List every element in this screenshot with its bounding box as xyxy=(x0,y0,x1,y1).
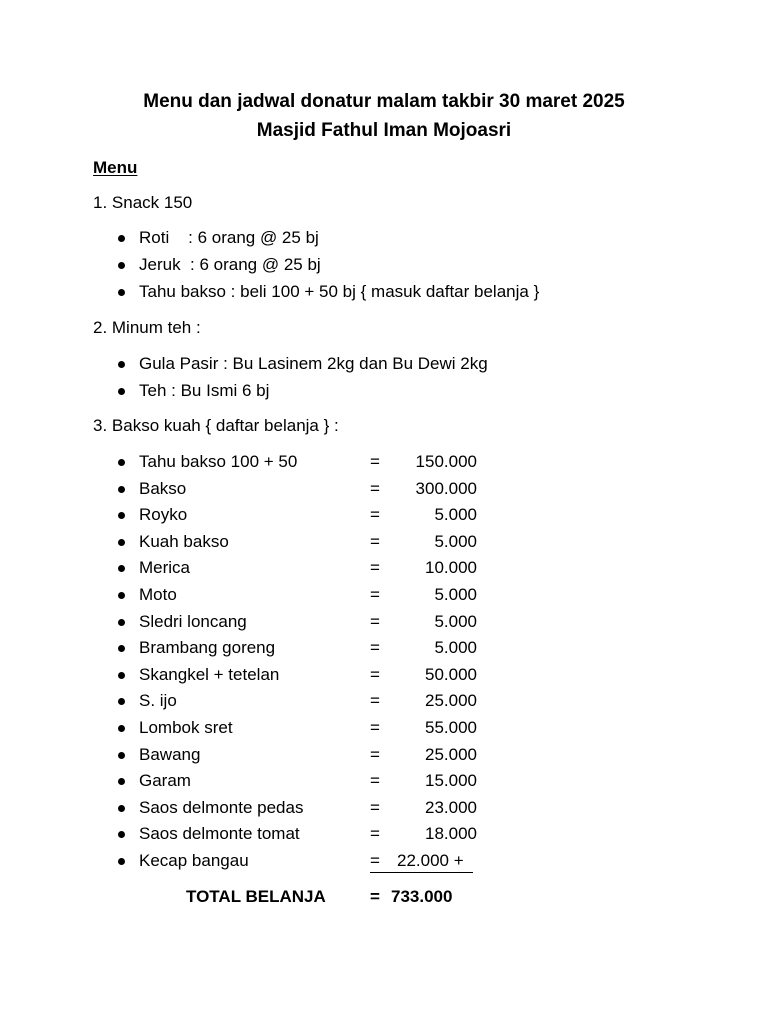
item-name: Royko xyxy=(139,505,188,525)
item-name: Saos delmonte tomat xyxy=(139,824,300,844)
item-amount: 5.000 xyxy=(434,531,477,551)
list-item xyxy=(118,450,738,474)
item-amount: 18.000 xyxy=(425,824,477,844)
item-name: Sledri loncang xyxy=(139,611,247,631)
list-item xyxy=(118,849,738,873)
document-subtitle: Masjid Fathul Iman Mojoasri xyxy=(256,120,512,141)
list-item xyxy=(118,769,738,793)
bullet-icon xyxy=(118,858,125,865)
list-item xyxy=(118,503,738,527)
item-amount: 22.000 + xyxy=(397,851,464,870)
list-item xyxy=(118,716,738,740)
menu-heading: Menu xyxy=(93,158,138,177)
list-item xyxy=(118,689,738,713)
item-amount: 5.000 xyxy=(434,611,477,631)
equals-sign: = xyxy=(370,531,380,551)
total-value: 733.000 xyxy=(391,887,453,906)
bullet-icon xyxy=(118,698,125,705)
equals-sign: = xyxy=(370,771,380,791)
item-amount: 50.000 xyxy=(425,664,477,684)
item-amount: 150.000 xyxy=(415,452,477,471)
item-name: Tahu bakso 100 + 50 xyxy=(139,452,298,471)
list-item xyxy=(118,743,738,767)
document-title: Menu dan jadwal donatur malam takbir 30 maret 2025 xyxy=(143,91,625,112)
bullet-icon xyxy=(118,752,125,759)
equals-sign: = xyxy=(370,585,380,604)
list-item xyxy=(118,636,738,660)
item-amount: 55.000 xyxy=(425,718,477,737)
item-name: Kuah bakso xyxy=(139,531,229,551)
bullet-icon xyxy=(118,262,125,269)
item-amount: 5.000 xyxy=(434,585,477,604)
total-equals: = xyxy=(370,887,380,906)
section-3-heading: 3. Bakso kuah { daftar belanja } : xyxy=(93,416,339,435)
sum-underline xyxy=(370,872,473,873)
equals-sign: = xyxy=(370,638,380,658)
equals-sign: = xyxy=(370,691,380,711)
bullet-icon xyxy=(118,459,125,466)
item-amount: 5.000 xyxy=(434,505,477,525)
equals-sign: = xyxy=(370,797,380,817)
bullet-icon xyxy=(118,619,125,626)
item-amount: 25.000 xyxy=(425,691,477,711)
list-item xyxy=(118,530,738,554)
equals-sign: = xyxy=(370,452,380,471)
item-name: Kecap bangau xyxy=(139,851,249,870)
bullet-icon xyxy=(118,592,125,599)
bullet-icon xyxy=(118,805,125,812)
bullet-icon xyxy=(118,486,125,493)
bullet-icon xyxy=(118,235,125,242)
equals-sign: = xyxy=(370,824,380,844)
item-amount: 23.000 xyxy=(425,797,477,817)
item-name: Bawang xyxy=(139,744,201,764)
section-2-heading: 2. Minum teh : xyxy=(93,318,201,337)
bullet-icon xyxy=(118,725,125,732)
bullet-icon xyxy=(118,645,125,652)
item-name: Skangkel + tetelan xyxy=(139,664,280,684)
list-item: Teh : Bu Ismi 6 bj xyxy=(118,379,738,403)
equals-sign: = xyxy=(370,851,380,870)
bullet-icon xyxy=(118,539,125,546)
list-item xyxy=(118,556,738,580)
list-item xyxy=(118,663,738,687)
item-amount: 15.000 xyxy=(425,771,477,791)
list-item: Tahu bakso : beli 100 + 50 bj { masuk daftar belanja } xyxy=(118,280,738,304)
item-name: Garam xyxy=(139,771,191,791)
equals-sign: = xyxy=(370,505,380,525)
bullet-icon xyxy=(118,778,125,785)
total-label: TOTAL BELANJA xyxy=(186,887,326,906)
list-item xyxy=(118,796,738,820)
bullet-icon xyxy=(118,672,125,679)
equals-sign: = xyxy=(370,478,380,498)
list-item: Gula Pasir : Bu Lasinem 2kg dan Bu Dewi 2kg xyxy=(118,352,738,376)
equals-sign: = xyxy=(370,611,380,631)
bullet-icon xyxy=(118,388,125,395)
bullet-icon xyxy=(118,289,125,296)
item-name: Merica xyxy=(139,558,191,578)
bullet-icon xyxy=(118,831,125,838)
item-name: Saos delmonte pedas xyxy=(139,797,304,817)
item-amount: 300.000 xyxy=(415,478,477,498)
item-name: Moto xyxy=(139,585,177,604)
item-amount: 5.000 xyxy=(434,638,477,658)
item-name: Bakso xyxy=(139,478,187,498)
item-amount: 25.000 xyxy=(425,744,477,764)
equals-sign: = xyxy=(370,558,380,578)
item-name: Lombok sret xyxy=(139,718,233,737)
list-item: Roti : 6 orang @ 25 bj xyxy=(118,226,738,250)
list-item xyxy=(118,822,738,846)
equals-sign: = xyxy=(370,718,380,737)
item-name: Brambang goreng xyxy=(139,638,276,658)
equals-sign: = xyxy=(370,664,380,684)
bullet-icon xyxy=(118,512,125,519)
equals-sign: = xyxy=(370,744,380,764)
bullet-icon xyxy=(118,565,125,572)
item-name: S. ijo xyxy=(139,691,177,711)
list-item xyxy=(118,610,738,634)
list-item: Jeruk : 6 orang @ 25 bj xyxy=(118,253,738,277)
list-item xyxy=(118,583,738,607)
item-amount: 10.000 xyxy=(425,558,477,578)
list-item xyxy=(118,477,738,501)
section-1-heading: 1. Snack 150 xyxy=(93,193,193,212)
bullet-icon xyxy=(118,361,125,368)
